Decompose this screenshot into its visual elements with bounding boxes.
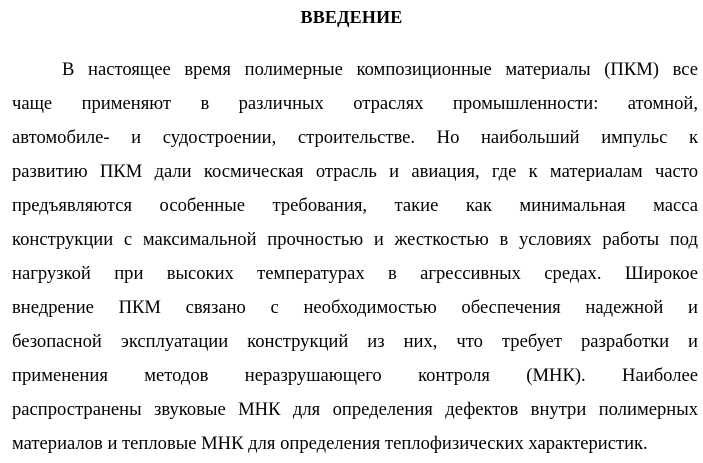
paragraph-line: применения методов неразрушающего контроля (МНК). Наиболее (12, 365, 698, 386)
paragraph-line: внедрение ПКМ связано с необходимостью обеспечения надежной и (12, 297, 698, 318)
paragraph-line: В настоящее время полимерные композиционные материалы (ПКМ) все (62, 59, 698, 80)
paragraph-line: развитию ПКМ дали космическая отрасль и авиация, где к материалам часто (12, 161, 698, 182)
document-title: ВВЕДЕНИЕ (300, 7, 403, 27)
paragraph-line: предъявляются особенные требования, такие как минимальная масса (12, 195, 698, 216)
paragraph-line: безопасной эксплуатации конструкций из них, что требует разработки и (12, 331, 698, 352)
paragraph-line: чаще применяют в различных отраслях промышленности: атомной, (12, 93, 698, 114)
paragraph-line: нагрузкой при высоких температурах в агрессивных средах. Широкое (12, 263, 698, 284)
paragraph-line: материалов и тепловые МНК для определения теплофизических характеристик. (12, 433, 648, 454)
body-paragraph (0, 53, 703, 461)
paragraph-line: автомобиле- и судостроении, строительстве. Но наибольший импульс к (12, 127, 698, 148)
paragraph-line: распространены звуковые МНК для определения дефектов внутри полимерных (12, 399, 698, 420)
paragraph-line: конструкции с максимальной прочностью и жесткостью в условиях работы под (12, 229, 698, 250)
